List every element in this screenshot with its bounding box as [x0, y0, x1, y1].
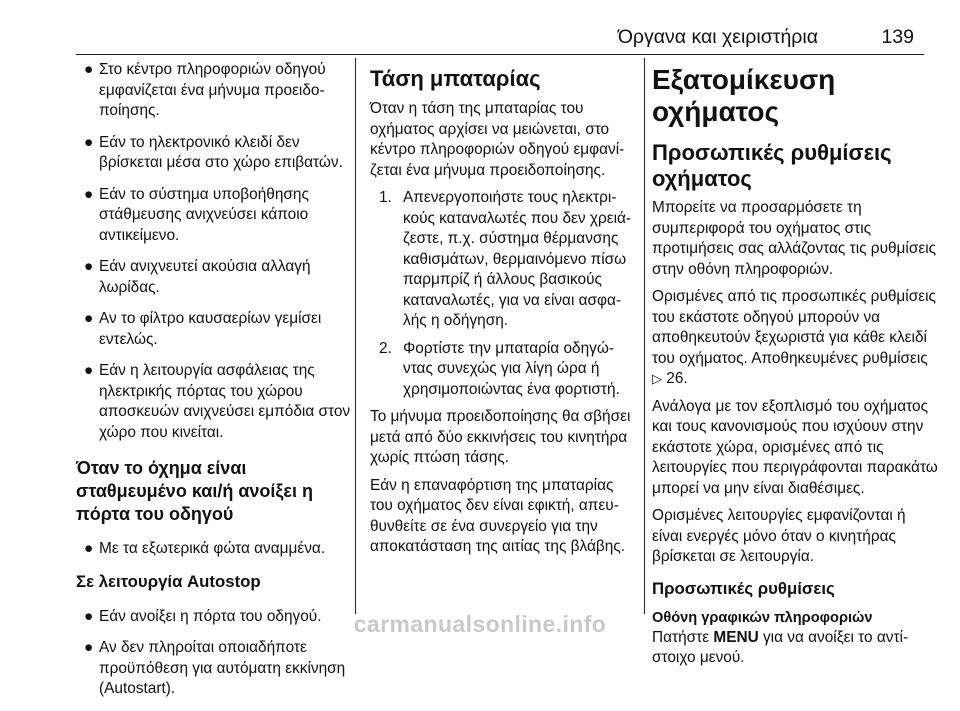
step-text: Απενεργοποιήστε τους ηλεκτρικούς καταναλωτές που δεν χρειάζεστε, π.χ. σύστημα θέρμανσης καθισμάτων, θερμαινόμενο πίσω παρμπρίζ ή άλλους βασικούς καταναλωτές, για να είναι ασφαλής η οδήγηση.	[403, 189, 632, 329]
page-reference[interactable]: 26.	[666, 370, 688, 387]
chapter-title: Όργανα και χειριστήρια	[617, 26, 818, 48]
page-reference-icon: ▷	[652, 371, 662, 386]
list-item-text: Στο κέντρο πληροφοριών οδηγού εμφανίζεται ένα μήνυμα προειδοποίησης.	[99, 61, 326, 119]
bullet-icon: ●	[84, 258, 94, 275]
paragraph-text: για να ανοίξει το αντίστοιχο μενού.	[652, 628, 909, 666]
paragraph: Ανάλογα με τον εξοπλισμό του οχήματος και τους κανονισμούς που ισχύουν στην εκάστοτε χώρα, ορισμένες από τις λειτουργίες που περιγράφονται παρακάτω μπορεί να μην είναι διαθέσιμες.	[652, 397, 938, 497]
page-number: 139	[881, 26, 914, 48]
bullet-icon: ●	[84, 607, 94, 625]
step-number: 2.	[379, 339, 392, 357]
list-item-text: Εάν το ηλεκτρονικό κλειδί δεν βρίσκεται μέσα στο χώρο επιβατών.	[99, 133, 343, 171]
list-item	[76, 309, 352, 350]
list-item-text: Αν δεν πληροίται οποιαδήποτε προϋπόθεση για αυτόματη εκκίνηση (Autostart).	[99, 639, 346, 697]
column-right	[652, 60, 938, 676]
paragraph: Μπορείτε να προσαρμόσετε τη συμπεριφορά του οχήματος στις προτιμήσεις σας αλλάζοντας τις ρυθμίσεις στην οθόνη πληροφοριών.	[652, 199, 937, 278]
bullet-icon: ●	[84, 133, 94, 151]
list-item-text: Εάν ανιχνευτεί ακούσια αλλαγή λωρίδας.	[99, 258, 311, 296]
page-header	[76, 8, 924, 55]
list-item-text: Εάν η λειτουργία ασφάλειας της ηλεκτρικής πόρτας του χώρου αποσκευών ανιχνεύσει εμπόδια στον χώρο που κινείται.	[99, 362, 351, 441]
step-text: Φορτίστε την μπαταρία οδηγώντας συνεχώς για λίγη ώρα ή χρησιμοποιώντας ένα φορτιστή.	[403, 339, 620, 398]
list-item	[76, 361, 352, 443]
heading-battery-voltage: Τάση μπαταρίας	[370, 66, 541, 91]
list-item	[76, 257, 352, 298]
watermark: carmanualsonline.info	[353, 611, 607, 637]
list-item-text: Με τα εξωτερικά φώτα αναμμένα.	[99, 540, 326, 557]
paragraph: Εάν η επαναφόρτιση της μπαταρίας του οχήματος δεν είναι εφικτή, απευθυνθείτε σε ένα συνεργείο για την αποκατάσταση της αιτίας της βλάβης.	[370, 476, 626, 555]
heading-personal-settings: Προσωπικές ρυθμίσεις οχήματος	[652, 140, 892, 191]
heading-vehicle-personalization: Εξατομίκευση οχήματος	[652, 64, 836, 127]
paragraph: Το μήνυμα προειδοποίησης θα σβήσει μετά από δύο εκκινήσεις του κινητήρα χωρίς πτώση τάσης.	[370, 408, 631, 466]
column-middle	[370, 60, 638, 565]
list-item	[76, 185, 352, 247]
list-item	[76, 638, 352, 700]
numbered-step	[379, 188, 638, 332]
numbered-step	[379, 339, 638, 401]
bullet-icon: ●	[84, 61, 94, 78]
heading-autostop: Σε λειτουργία Autostop	[76, 571, 261, 591]
step-number: 1.	[379, 189, 392, 206]
list-item	[76, 133, 352, 174]
column-divider	[355, 58, 356, 614]
paragraph	[652, 287, 938, 390]
list-item	[76, 539, 352, 560]
paragraph: Ορισμένες λειτουργίες εμφανίζονται ή είναι ενεργές μόνο όταν ο κινητήρας βρίσκεται σε λειτουργία.	[652, 507, 906, 565]
bullet-icon: ●	[84, 540, 94, 557]
heading-parked-door: Όταν το όχημα είναι σταθμευμένο και/ή ανοίξει η πόρτα του οδηγού	[76, 458, 313, 524]
list-item-text: Εάν το σύστημα υποβοήθησης στάθμευσης ανιχνεύσει κάποιο αντικείμενο.	[99, 185, 309, 244]
bullet-icon: ●	[84, 639, 94, 656]
bullet-icon: ●	[84, 185, 94, 203]
heading-personal-settings-sub: Προσωπικές ρυθμίσεις	[652, 578, 835, 598]
heading-graphic-info-display: Οθόνη γραφικών πληροφοριών	[652, 609, 873, 626]
column-divider	[644, 58, 645, 614]
paragraph-text: Ορισμένες από τις προσωπικές ρυθμίσεις του εκάστοτε οδηγού μπορούν να αποθηκευτούν ξεχωριστά για κάθε κλειδί του οχήματος. Αποθηκευμένες ρυθμίσεις	[652, 288, 936, 367]
menu-key-label: MENU	[713, 628, 759, 646]
list-item-text: Εάν ανοίξει η πόρτα του οδηγού.	[99, 607, 322, 625]
list-item-text: Αν το φίλτρο καυσαερίων γεμίσει εντελώς.	[99, 310, 322, 348]
bullet-icon: ●	[84, 362, 94, 379]
bullet-icon: ●	[84, 310, 94, 327]
paragraph: Όταν η τάση της μπαταρίας του οχήματος αρχίσει να μειώνεται, στο κέντρο πληροφοριών οδηγού εμφανίζεται ένα μήνυμα προειδοποίησης.	[370, 100, 625, 179]
paragraph-text: Πατήστε	[652, 628, 710, 646]
list-item	[76, 60, 352, 122]
